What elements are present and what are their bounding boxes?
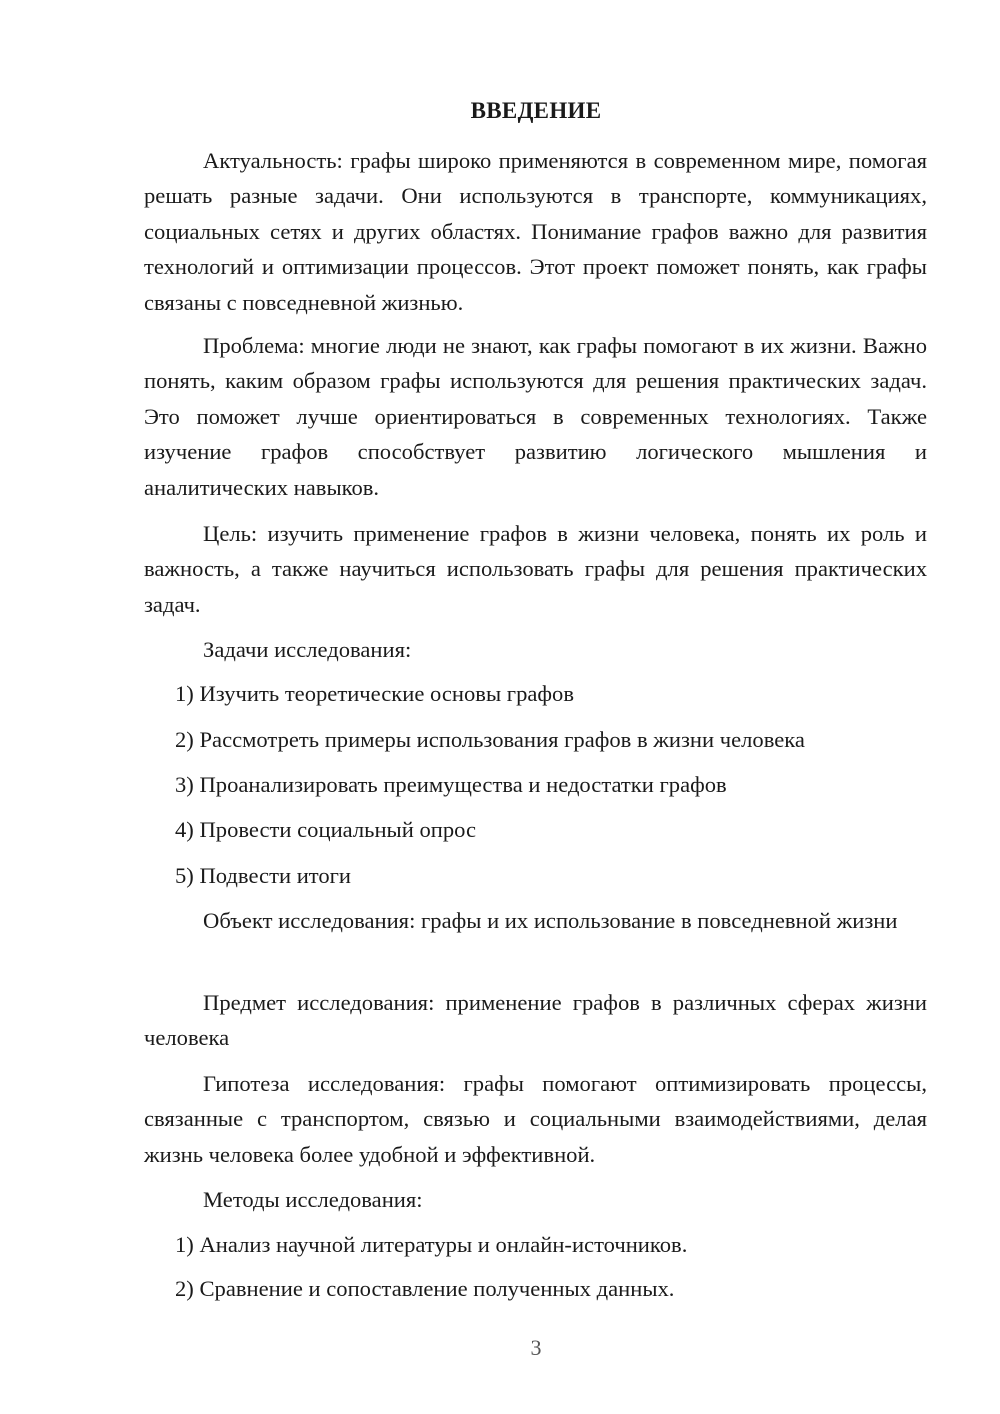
paragraph-subject: Предмет исследования: применение графов в различных сферах жизни человека [144, 990, 927, 1051]
paragraph-hypothesis: Гипотеза исследования: графы помогают оптимизировать процессы, связанные с транспортом, связью и социальными взаимодействиями, делая жизнь человека более удобной и эффективной. [144, 1071, 927, 1167]
page-number: 3 [530, 1335, 542, 1360]
method-item-1: 1) Анализ научной литературы и онлайн-источников. [175, 1232, 688, 1257]
method-item-2: 2) Сравнение и сопоставление полученных данных. [175, 1276, 675, 1301]
task-item-3: 3) Проанализировать преимущества и недостатки графов [175, 772, 727, 797]
paragraph-relevance: Актуальность: графы широко применяются в современном мире, помогая решать разные задачи. Они используются в транспорте, коммуникациях, социальных сетях и других областях. Понимание графов важно для развития технологий и оптимизации процессов. Этот проект поможет понять, как графы связаны с повседневной жизнью. [144, 148, 927, 315]
task-item-5: 5) Подвести итоги [175, 863, 352, 888]
paragraph-object: Объект исследования: графы и их использование в повседневной жизни [203, 908, 898, 933]
methods-heading: Методы исследования: [203, 1187, 423, 1212]
paragraph-problem: Проблема: многие люди не знают, как графы помогают в их жизни. Важно понять, каким образом графы используются для решения практических задач. Это поможет лучше ориентироваться в современных технологиях. Также изучение графов способствует развитию логического мышления и аналитических навыков. [144, 333, 927, 500]
paragraph-goal: Цель: изучить применение графов в жизни человека, понять их роль и важность, а также научиться использовать графы для решения практических задач. [144, 521, 927, 617]
task-item-1: 1) Изучить теоретические основы графов [175, 681, 574, 706]
section-title: ВВЕДЕНИЕ [470, 98, 602, 123]
task-item-4: 4) Провести социальный опрос [175, 817, 477, 842]
task-item-2: 2) Рассмотреть примеры использования графов в жизни человека [175, 727, 805, 752]
tasks-heading: Задачи исследования: [203, 637, 412, 662]
